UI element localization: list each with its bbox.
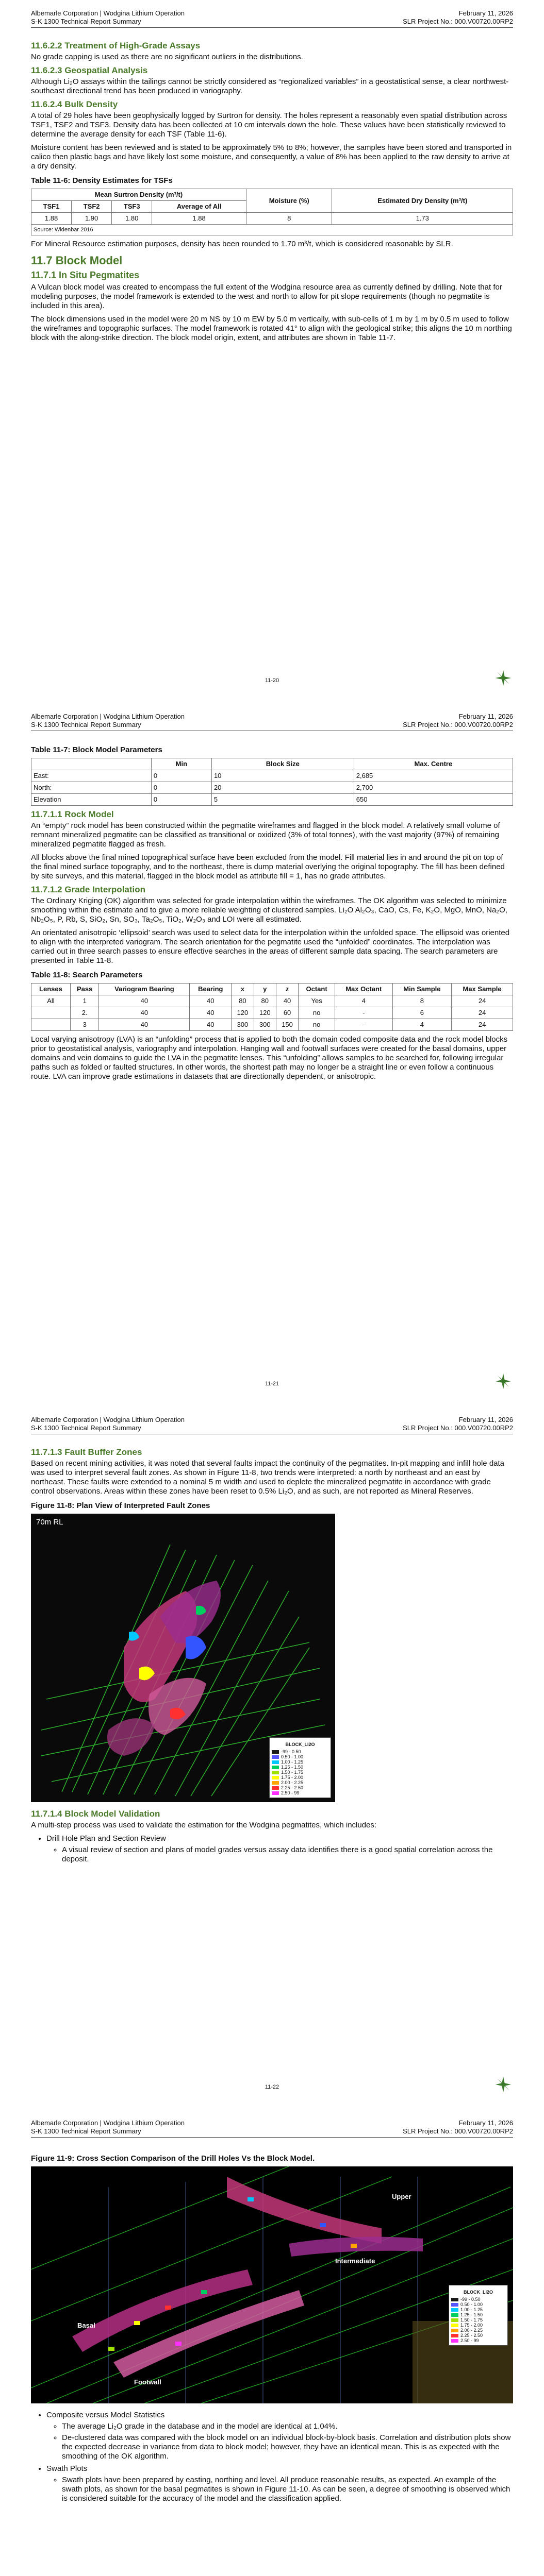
table-cell: 24 — [452, 995, 513, 1007]
table-cell: 150 — [276, 1019, 298, 1031]
table-header: Pass — [70, 984, 99, 995]
table-row — [31, 995, 513, 1007]
grade-legend — [449, 2285, 508, 2346]
paragraph: A Vulcan block model was created to encompass the full extent of the Wodgina resource area as currently defined by drilling. Note that for modeling purposes, the model framework is extended to the west and north to allow for pit slope requirements (though no pegmatite is included in this area). — [31, 283, 502, 310]
table-cell: 24 — [452, 1007, 513, 1019]
paragraph: All blocks above the final mined topographical surface have been excluded from the model. Fill material lies in and around the pit on top of the final mined surface topography, and to the northeast, there is dump material overlying the original topography. The fill has been defined by site surveys, and this material, flagged in the block model as attribute fill = 1, has no grade attributes. — [31, 853, 505, 880]
header-company: Albemarle Corporation | Wodgina Lithium Operation — [31, 2119, 185, 2127]
table-cell: Yes — [299, 995, 335, 1007]
table-cell: 4 — [392, 1019, 452, 1031]
legend-item — [272, 1770, 328, 1775]
header-date: February 11, 2026 — [458, 1416, 513, 1423]
legend-label: 0.50 - 1.00 — [460, 2302, 483, 2307]
paragraph: A total of 29 holes have been geophysically logged by Surtron for density. The holes represent a reasonably even spatial distribution across TSF1, TSF2 and TSF3. Density data has been collected at 10 cm intervals down the hole. These values have been statistically reviewed to determine the average density for each TSF (Table 11-6). — [31, 111, 507, 139]
table-cell: 650 — [354, 794, 513, 806]
figure-caption: Figure 11-8: Plan View of Interpreted Fault Zones — [31, 1501, 210, 1510]
legend-label: 1.00 - 1.25 — [460, 2307, 483, 2312]
table-caption: Table 11-8: Search Parameters — [31, 971, 143, 979]
table-cell: 120 — [232, 1007, 254, 1019]
legend-item — [451, 2312, 505, 2317]
header-date: February 11, 2026 — [458, 9, 513, 17]
table-header: Estimated Dry Density (m³/t) — [332, 189, 513, 213]
table-cell: 0 — [151, 782, 211, 794]
table-cell: no — [299, 1007, 335, 1019]
table-cell: 40 — [99, 995, 190, 1007]
header-project: SLR Project No.: 000.V00720.00RP2 — [403, 18, 513, 25]
table-header: Block Size — [211, 758, 354, 770]
table-cell: 40 — [190, 1007, 232, 1019]
legend-swatch — [451, 2303, 458, 2307]
section-heading: 11.6.2.2 Treatment of High-Grade Assays — [31, 41, 201, 50]
page-header — [31, 2119, 513, 2138]
legend-swatch — [451, 2313, 458, 2317]
section-heading: 11.7.1.4 Block Model Validation — [31, 1809, 160, 1819]
table-cell: 1.73 — [332, 213, 513, 225]
table-cell: 1.88 — [31, 213, 72, 225]
legend-items — [451, 2297, 505, 2343]
figure-label-basal: Basal — [77, 2321, 95, 2329]
table-header: Moisture (%) — [246, 189, 332, 213]
table-cell: 1.88 — [152, 213, 246, 225]
legend-label: 1.00 - 1.25 — [281, 1759, 304, 1765]
table-cell: 40 — [99, 1019, 190, 1031]
table-cell: Elevation — [31, 794, 152, 806]
legend-item — [272, 1775, 328, 1780]
legend-item — [451, 2307, 505, 2312]
legend-items — [272, 1749, 328, 1795]
legend-item — [451, 2302, 505, 2307]
paragraph: An orientated anisotropic ‘ellipsoid’ search was used to select data for the interpolation within the unfolded space. The ellipsoid was oriented to align with the interpreted variogram. The search orientation for the pegmatite used the “unfolded” coordinates. The interpolation was carried out in three search passes to ensure effective searches in the areas of different sample data spacing. The search parameters are presented in Table 11-8. — [31, 928, 510, 965]
header-company: Albemarle Corporation | Wodgina Lithium Operation — [31, 1416, 185, 1423]
legend-item — [451, 2338, 505, 2343]
figure-caption: Figure 11-9: Cross Section Comparison of the Drill Holes Vs the Block Model. — [31, 2154, 315, 2163]
table-cell: 8 — [246, 213, 332, 225]
table-cell: 8 — [392, 995, 452, 1007]
legend-item — [272, 1759, 328, 1765]
legend-swatch — [272, 1755, 279, 1759]
section-heading: 11.6.2.3 Geospatial Analysis — [31, 65, 148, 75]
figure-label-upper: Upper — [392, 2193, 411, 2200]
page-number: 11-22 — [265, 2084, 279, 2090]
legend-item — [451, 2323, 505, 2328]
legend-label: 1.25 - 1.50 — [460, 2312, 483, 2317]
legend-item — [451, 2328, 505, 2333]
table-cell: 40 — [190, 1019, 232, 1031]
table-cell: - — [335, 1007, 392, 1019]
legend-label: 2.50 - 99 — [460, 2338, 479, 2343]
page-number: 11-21 — [265, 1381, 279, 1387]
legend-title: BLOCK_LI2O — [463, 2290, 493, 2295]
list-item: ◦ A visual review of section and plans of model grades versus assay data identifies there is a good spatial correlation across the deposit. — [62, 1845, 513, 1864]
fault-zones-figure — [31, 1514, 335, 1802]
paragraph: Local varying anisotropy (LVA) is an “unfolding” process that is applied to both the domain coded composite data and the rock model blocks prior to geostatistical analysis, variography and interpolation. Hanging wall and footwall surfaces were created for the basal domains, upper domains and vein domains to guide the LVA in the pegmatite lenses. This “unfolding” allows samples to be searched for, following irregular paths such as folded or faulted structures. In other words, the shortest path may no longer be a straight line or even follow a continuous route. LVA can improve grade estimations in datasets that are directionally dependent, or anisotropic. — [31, 1035, 508, 1081]
cross-section-figure — [31, 2166, 513, 2403]
legend-label: 1.25 - 1.50 — [281, 1765, 304, 1770]
legend-swatch — [272, 1760, 279, 1764]
table-cell: 40 — [190, 995, 232, 1007]
list-item-text: Drill Hole Plan and Section Review — [46, 1834, 166, 1843]
table-header: y — [254, 984, 276, 995]
search-parameters-table — [31, 983, 513, 1031]
legend-item — [272, 1765, 328, 1770]
legend-label: 2.25 - 2.50 — [281, 1785, 304, 1790]
block-model-table — [31, 758, 513, 806]
table-header: Octant — [299, 984, 335, 995]
table-header: TSF2 — [72, 201, 112, 213]
page-header — [31, 1416, 513, 1434]
table-cell: 80 — [254, 995, 276, 1007]
legend-swatch — [272, 1766, 279, 1769]
slr-logo-icon — [493, 1371, 513, 1391]
legend-label: 2.00 - 2.25 — [281, 1780, 304, 1785]
list-item — [46, 2411, 513, 2461]
table-cell: 2,700 — [354, 782, 513, 794]
table-cell: 60 — [276, 1007, 298, 1019]
page-header — [31, 9, 513, 28]
list-item: ◦ Swath plots have been prepared by easting, northing and level. All produce reasonable results, as expected. An example of the swath plots, as shown for the basal pegmatites is shown in Figure 11-10. As can be seen, a degree of smoothing is observed which is considered suitable for the accuracy of the model and the classification applied. — [62, 2476, 513, 2503]
header-date: February 11, 2026 — [458, 713, 513, 720]
table-row — [31, 1007, 513, 1019]
legend-swatch — [272, 1786, 279, 1790]
legend-item — [451, 2317, 505, 2323]
legend-label: 1.50 - 1.75 — [460, 2317, 483, 2323]
table-cell: 1 — [70, 995, 99, 1007]
table-cell: 120 — [254, 1007, 276, 1019]
legend-item — [272, 1790, 328, 1795]
list-item-text: Composite versus Model Statistics — [46, 2411, 165, 2419]
slr-logo-icon — [493, 2075, 513, 2094]
legend-swatch — [451, 2329, 458, 2332]
legend-swatch — [451, 2308, 458, 2312]
slr-logo-icon — [493, 668, 513, 688]
legend-label: -99 - 0.50 — [281, 1749, 301, 1754]
page-number: 11-20 — [265, 677, 279, 684]
legend-label: 1.75 - 2.00 — [281, 1775, 304, 1780]
table-row — [31, 794, 513, 806]
table-header: Max Octant — [335, 984, 392, 995]
figure-label: 70m RL — [36, 1518, 63, 1527]
table-cell: 6 — [392, 1007, 452, 1019]
table-caption: Table 11-7: Block Model Parameters — [31, 745, 162, 754]
legend-item — [272, 1749, 328, 1754]
paragraph: The Ordinary Kriging (OK) algorithm was selected for grade interpolation within the wireframes. The OK algorithm was selected to minimize smoothing within the estimate and to give a more reliable weighting of clustered samples. Li₂O Al₂O₃, CaO, Cs, Fe, K₂O, MgO, MnO, Na₂O, Nb₂O₅, P, Rb, S, SiO₂, Sn, SO₃, Ta₂O₅, TiO₂, W₂O₃ and LOI were all estimated. — [31, 896, 507, 924]
legend-label: 0.50 - 1.00 — [281, 1754, 304, 1759]
header-project: SLR Project No.: 000.V00720.00RP2 — [403, 721, 513, 728]
section-heading: 11.7.1.1 Rock Model — [31, 809, 114, 819]
table-header: TSF1 — [31, 201, 72, 213]
table-header: TSF3 — [112, 201, 152, 213]
table-header: Variogram Bearing — [99, 984, 190, 995]
table-header: x — [232, 984, 254, 995]
table-cell: 1.90 — [72, 213, 112, 225]
density-table — [31, 189, 513, 225]
table-cell: 4 — [335, 995, 392, 1007]
legend-swatch — [272, 1776, 279, 1780]
list-item: ◦ The average Li₂O grade in the database and in the model are identical at 1.04%. — [62, 2422, 513, 2431]
table-cell: 2. — [70, 1007, 99, 1019]
table-cell: 40 — [99, 1007, 190, 1019]
table-row — [31, 1019, 513, 1031]
table-cell: 1.80 — [112, 213, 152, 225]
table-cell: 20 — [211, 782, 354, 794]
section-heading: 11.7.1 In Situ Pegmatites — [31, 270, 140, 280]
section-heading: 11.7.1.2 Grade Interpolation — [31, 885, 146, 894]
table-cell: - — [335, 1019, 392, 1031]
legend-swatch — [451, 2324, 458, 2327]
table-header: Max Sample — [452, 984, 513, 995]
page-header — [31, 713, 513, 731]
paragraph: A multi-step process was used to validate the estimation for the Wodgina pegmatites, which includes: — [31, 1821, 377, 1829]
table-cell: All — [31, 995, 71, 1007]
table-header: Min — [151, 758, 211, 770]
legend-swatch — [451, 2298, 458, 2301]
header-project: SLR Project No.: 000.V00720.00RP2 — [403, 2127, 513, 2135]
header-company: Albemarle Corporation | Wodgina Lithium Operation — [31, 713, 185, 720]
legend-swatch — [272, 1750, 279, 1754]
figure-label-intermediate: Intermediate — [335, 2257, 375, 2265]
table-cell: no — [299, 1019, 335, 1031]
paragraph: Although Li₂O assays within the tailings cannot be strictly considered as “regionalized variables” in a geostatistical sense, a clear northwest-southeast directional trend has been produced in variography. — [31, 77, 509, 95]
table-cell: North: — [31, 782, 152, 794]
header-report: S-K 1300 Technical Report Summary — [31, 18, 141, 25]
legend-item — [272, 1754, 328, 1759]
page-3 — [0, 1406, 544, 2110]
header-date: February 11, 2026 — [458, 2119, 513, 2127]
table-cell — [31, 1019, 71, 1031]
table-header: Lenses — [31, 984, 71, 995]
header-report: S-K 1300 Technical Report Summary — [31, 1424, 141, 1432]
table-cell: 24 — [452, 1019, 513, 1031]
table-header: Average of All — [152, 201, 246, 213]
header-report: S-K 1300 Technical Report Summary — [31, 721, 141, 728]
header-report: S-K 1300 Technical Report Summary — [31, 2127, 141, 2135]
legend-label: 2.00 - 2.25 — [460, 2328, 483, 2333]
list-item: ◦ De-clustered data was compared with the block model on an individual block-by-block basis. Correlation and distribution plots show the expected decrease in variance from data to block model; however, they have an identical mean. This is as expected with the smoothing of the OK algorithm. — [62, 2433, 513, 2461]
table-cell: East: — [31, 770, 152, 782]
table-row — [31, 782, 513, 794]
legend-swatch — [451, 2334, 458, 2337]
legend-title: BLOCK_LI2O — [285, 1742, 315, 1747]
legend-item — [272, 1780, 328, 1785]
table-header: Mean Surtron Density (m³/t) — [31, 189, 246, 201]
table-header — [31, 758, 152, 770]
legend-label: 1.75 - 2.00 — [460, 2323, 483, 2328]
paragraph: Moisture content has been reviewed and is stated to be approximately 5% to 8%; however, the samples have been stored and transported in calico then plastic bags and have likely lost some moisture, and consequently, a value of 8% has been applied to the raw density to arrive at a dry density. — [31, 143, 512, 171]
legend-label: -99 - 0.50 — [460, 2297, 481, 2302]
legend-swatch — [451, 2339, 458, 2343]
list-item-text: Swath Plots — [46, 2464, 88, 2473]
list-item — [46, 2464, 513, 2503]
table-cell: 300 — [254, 1019, 276, 1031]
table-header: z — [276, 984, 298, 995]
paragraph: Based on recent mining activities, it was noted that several faults impact the continuity of the pegmatites. In-pit mapping and infill hole data was used to interpret several fault zones. As shown in Figure 11-8, two trends were interpreted: a north by northeast and an east by northeast. These faults were extended to a nominal 5 m width and used to deplete the mineralized pegmatite in accordance with grade control observations. Areas within these zones have been reset to 0.5% Li₂O, and as such, are not reported as Mineral Reserves. — [31, 1459, 505, 1496]
legend-item — [451, 2333, 505, 2338]
page-1 — [0, 0, 544, 703]
legend-label: 1.50 - 1.75 — [281, 1770, 304, 1775]
legend-item — [272, 1785, 328, 1790]
table-cell: 10 — [211, 770, 354, 782]
figure-label-footwall: Footwall — [134, 2378, 161, 2386]
section-heading: 11.7 Block Model — [31, 254, 123, 267]
header-company: Albemarle Corporation | Wodgina Lithium Operation — [31, 9, 185, 17]
table-caption: Table 11-6: Density Estimates for TSFs — [31, 176, 173, 185]
table-cell: 40 — [276, 995, 298, 1007]
table-cell: 0 — [151, 770, 211, 782]
cross-section-graphic — [31, 2166, 513, 2403]
table-cell: 300 — [232, 1019, 254, 1031]
paragraph: For Mineral Resource estimation purposes, density has been rounded to 1.70 m³/t, which is considered reasonable by SLR. — [31, 240, 453, 248]
paragraph: No grade capping is used as there are no significant outliers in the distributions. — [31, 53, 303, 61]
table-header: Bearing — [190, 984, 232, 995]
table-header: Max. Centre — [354, 758, 513, 770]
legend-label: 2.50 - 99 — [281, 1790, 300, 1795]
section-heading: 11.7.1.3 Fault Buffer Zones — [31, 1447, 142, 1457]
table-header: Min Sample — [392, 984, 452, 995]
legend-swatch — [451, 2318, 458, 2322]
list-item — [46, 1834, 513, 1864]
table-source: Source: Widenbar 2016 — [31, 225, 513, 235]
page-2 — [0, 703, 544, 1406]
page-4 — [0, 2110, 544, 2576]
table-cell: 2,685 — [354, 770, 513, 782]
legend-swatch — [272, 1771, 279, 1774]
table-cell: 80 — [232, 995, 254, 1007]
legend-label: 2.25 - 2.50 — [460, 2333, 483, 2338]
table-cell: 5 — [211, 794, 354, 806]
legend-item — [451, 2297, 505, 2302]
table-row — [31, 770, 513, 782]
legend-swatch — [272, 1791, 279, 1795]
paragraph: An “empty” rock model has been constructed within the pegmatite wireframes and flagged in the block model. A relatively small volume of remnant mineralized pegmatite can be classified as transitional or oxidized (3% of total tonnes), with the vast majority (97%) of remaining mineralized pegmatite flagged as fresh. — [31, 821, 500, 849]
table-cell — [31, 1007, 71, 1019]
grade-legend — [269, 1737, 331, 1798]
header-project: SLR Project No.: 000.V00720.00RP2 — [403, 1424, 513, 1432]
section-heading: 11.6.2.4 Bulk Density — [31, 99, 118, 109]
paragraph: The block dimensions used in the model were 20 m NS by 10 m EW by 5.0 m vertically, with sub-cells of 1 m by 1 m by 0.5 m used to follow the wireframes and topographic surfaces. The model framework is rotated 41° to align with the geological strike; this aligns the 10 m northing block with the along-strike direction. The block model origin, extent, and attributes are shown in Table 11-7. — [31, 315, 512, 342]
table-cell: 3 — [70, 1019, 99, 1031]
table-cell: 0 — [151, 794, 211, 806]
legend-swatch — [272, 1781, 279, 1785]
